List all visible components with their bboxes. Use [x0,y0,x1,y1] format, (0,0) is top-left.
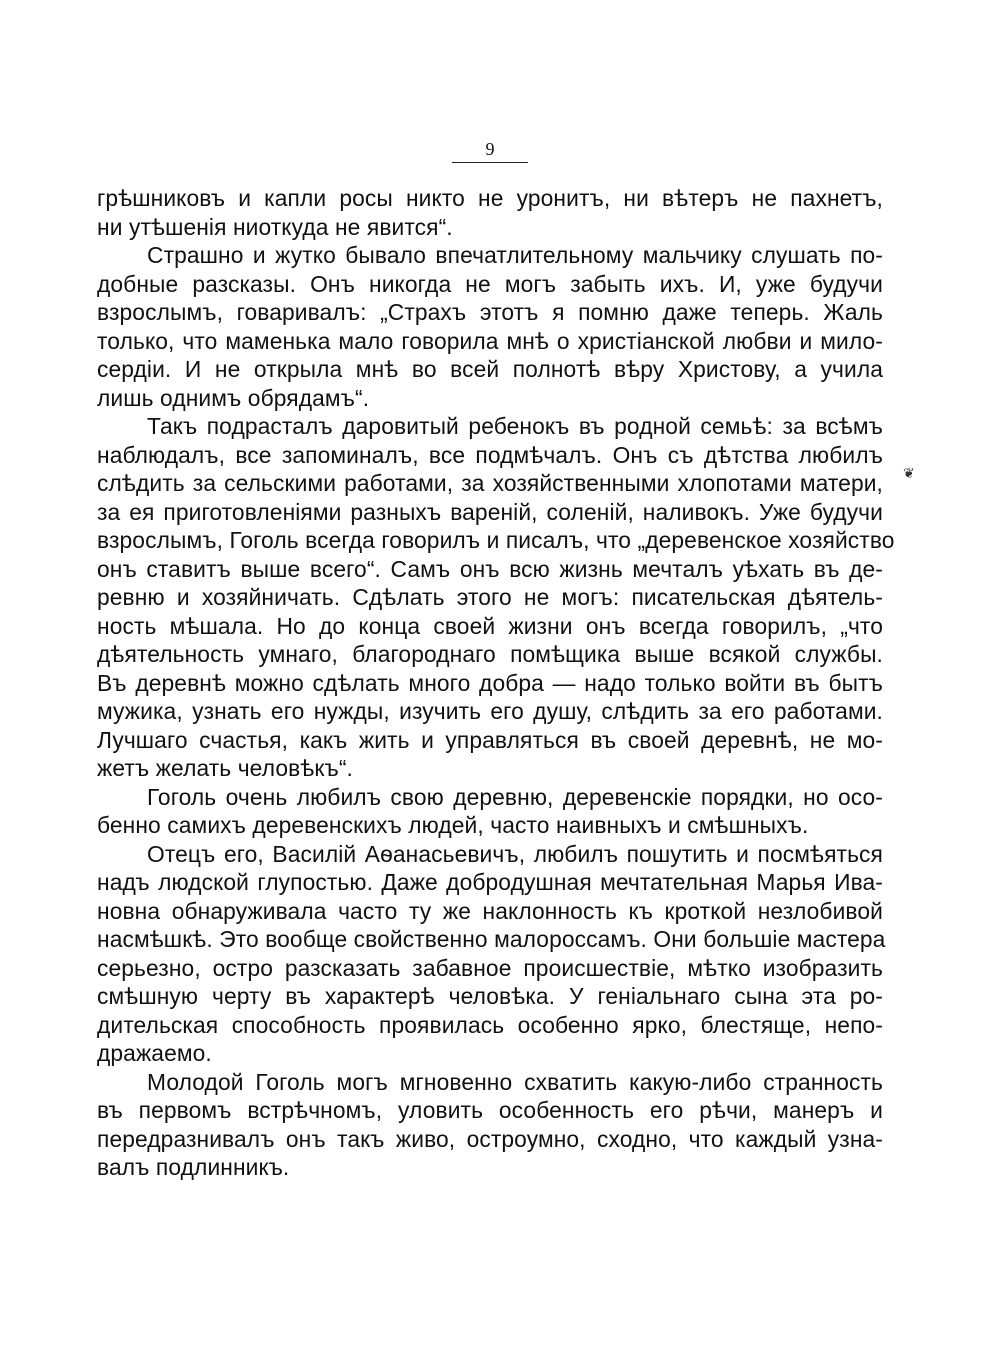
text-line: валъ подлинникъ. [97,1154,290,1180]
text-line: новна обнаруживала часто ту же наклонность къ кроткой незлобивой [97,897,883,924]
text-line: взрослымъ, говаривалъ: „Страхъ этотъ я помню даже теперь. Жаль [97,299,883,325]
text-line: надъ людской глупостью. Даже добродушная мечтательная Марья Ива- [97,869,883,895]
paragraph [97,783,883,840]
text-line: ни утѣшенія ниоткуда не явится“. [97,213,453,240]
text-line: Молодой Гоголь могъ мгновенно схватить какую-либо странность [147,1068,883,1095]
text-line: насмѣшкѣ. Это вообще свойственно малороссамъ. Они большіе мастера [97,926,886,952]
text-line: бенно самихъ деревенскихъ людей, часто наивныхъ и смѣшныхъ. [97,812,809,838]
text-line: дѣятельность умнаго, благороднаго помѣщика выше всякой службы. [97,641,883,667]
text-line: добные разсказы. Онъ никогда не могъ забыть ихъ. И, уже будучи [97,270,883,297]
paragraph [97,840,886,1068]
text-line: серьезно, остро разсказать забавное происшествіе, мѣтко изобразить [97,954,883,981]
text-line: смѣшную черту въ характерѣ человѣка. У геніальнаго сына эта ро- [97,983,883,1009]
text-line: слѣдить за сельскими работами, за хозяйственными хлопотами матери, [97,470,883,496]
text-line: наблюдалъ, все запоминалъ, все подмѣчалъ. Онъ съ дѣтства любилъ [97,441,883,468]
page-number: 9 [485,139,495,159]
text-line: Лучшаго счастья, какъ жить и управляться въ своей деревнѣ, не мо- [97,726,883,753]
text-line: Въ деревнѣ можно сдѣлать много добра — надо только войти въ бытъ [97,669,883,696]
body-text [97,184,895,1182]
text-line: ревню и хозяйничать. Сдѣлать этого не могъ: писательская дѣятель- [97,584,883,610]
text-line: за ея приготовленіями разныхъ вареній, соленій, наливокъ. Уже будучи [97,498,883,525]
text-line: Страшно и жутко бывало впечатлительному мальчику слушать по- [147,242,883,268]
text-line: дражаемо. [97,1040,212,1066]
text-line: дительская способность проявилась особенно ярко, блестяще, непо- [97,1011,883,1038]
page-number-rule [452,162,528,163]
text-line: въ первомъ встрѣчномъ, уловить особенность его рѣчи, манеръ и [97,1097,883,1123]
text-line: передразнивалъ онъ такъ живо, остроумно, сходно, что каждый узна- [97,1125,883,1152]
text-line: Отецъ его, Василій Аѳанасьевичъ, любилъ пошутить и посмѣяться [147,840,883,867]
text-line: только, что маменька мало говорила мнѣ о христіанской любви и мило- [97,327,883,354]
text-line: грѣшниковъ и капли росы никто не уронитъ, ни вѣтеръ не пахнетъ, [97,185,883,211]
paragraph [97,241,883,412]
paragraph [97,184,883,241]
paragraph [97,1068,883,1182]
paragraph [97,412,895,783]
text-line: взрослымъ, Гоголь всегда говорилъ и писалъ, что „деревенское хозяйство [97,527,895,553]
text-line: жетъ желать человѣкъ“. [97,755,353,781]
margin-ink-mark-icon: ❦ [903,465,915,481]
text-line: мужика, узнать его нужды, изучить его душу, слѣдить за его работами. [97,698,883,724]
text-line: онъ ставитъ выше всего“. Самъ онъ всю жизнь мечталъ уѣхать въ де- [97,555,883,582]
text-line: лишь однимъ обрядамъ“. [97,384,370,411]
text-line: Такъ подрасталъ даровитый ребенокъ въ родной семьѣ: за всѣмъ [147,413,883,439]
text-line: Гоголь очень любилъ свою деревню, деревенскіе порядки, но осо- [147,783,883,810]
text-line: сердіи. И не открыла мнѣ во всей полнотѣ вѣру Христову, а учила [97,356,883,382]
text-line: ность мѣшала. Но до конца своей жизни онъ всегда говорилъ, „что [97,612,883,639]
